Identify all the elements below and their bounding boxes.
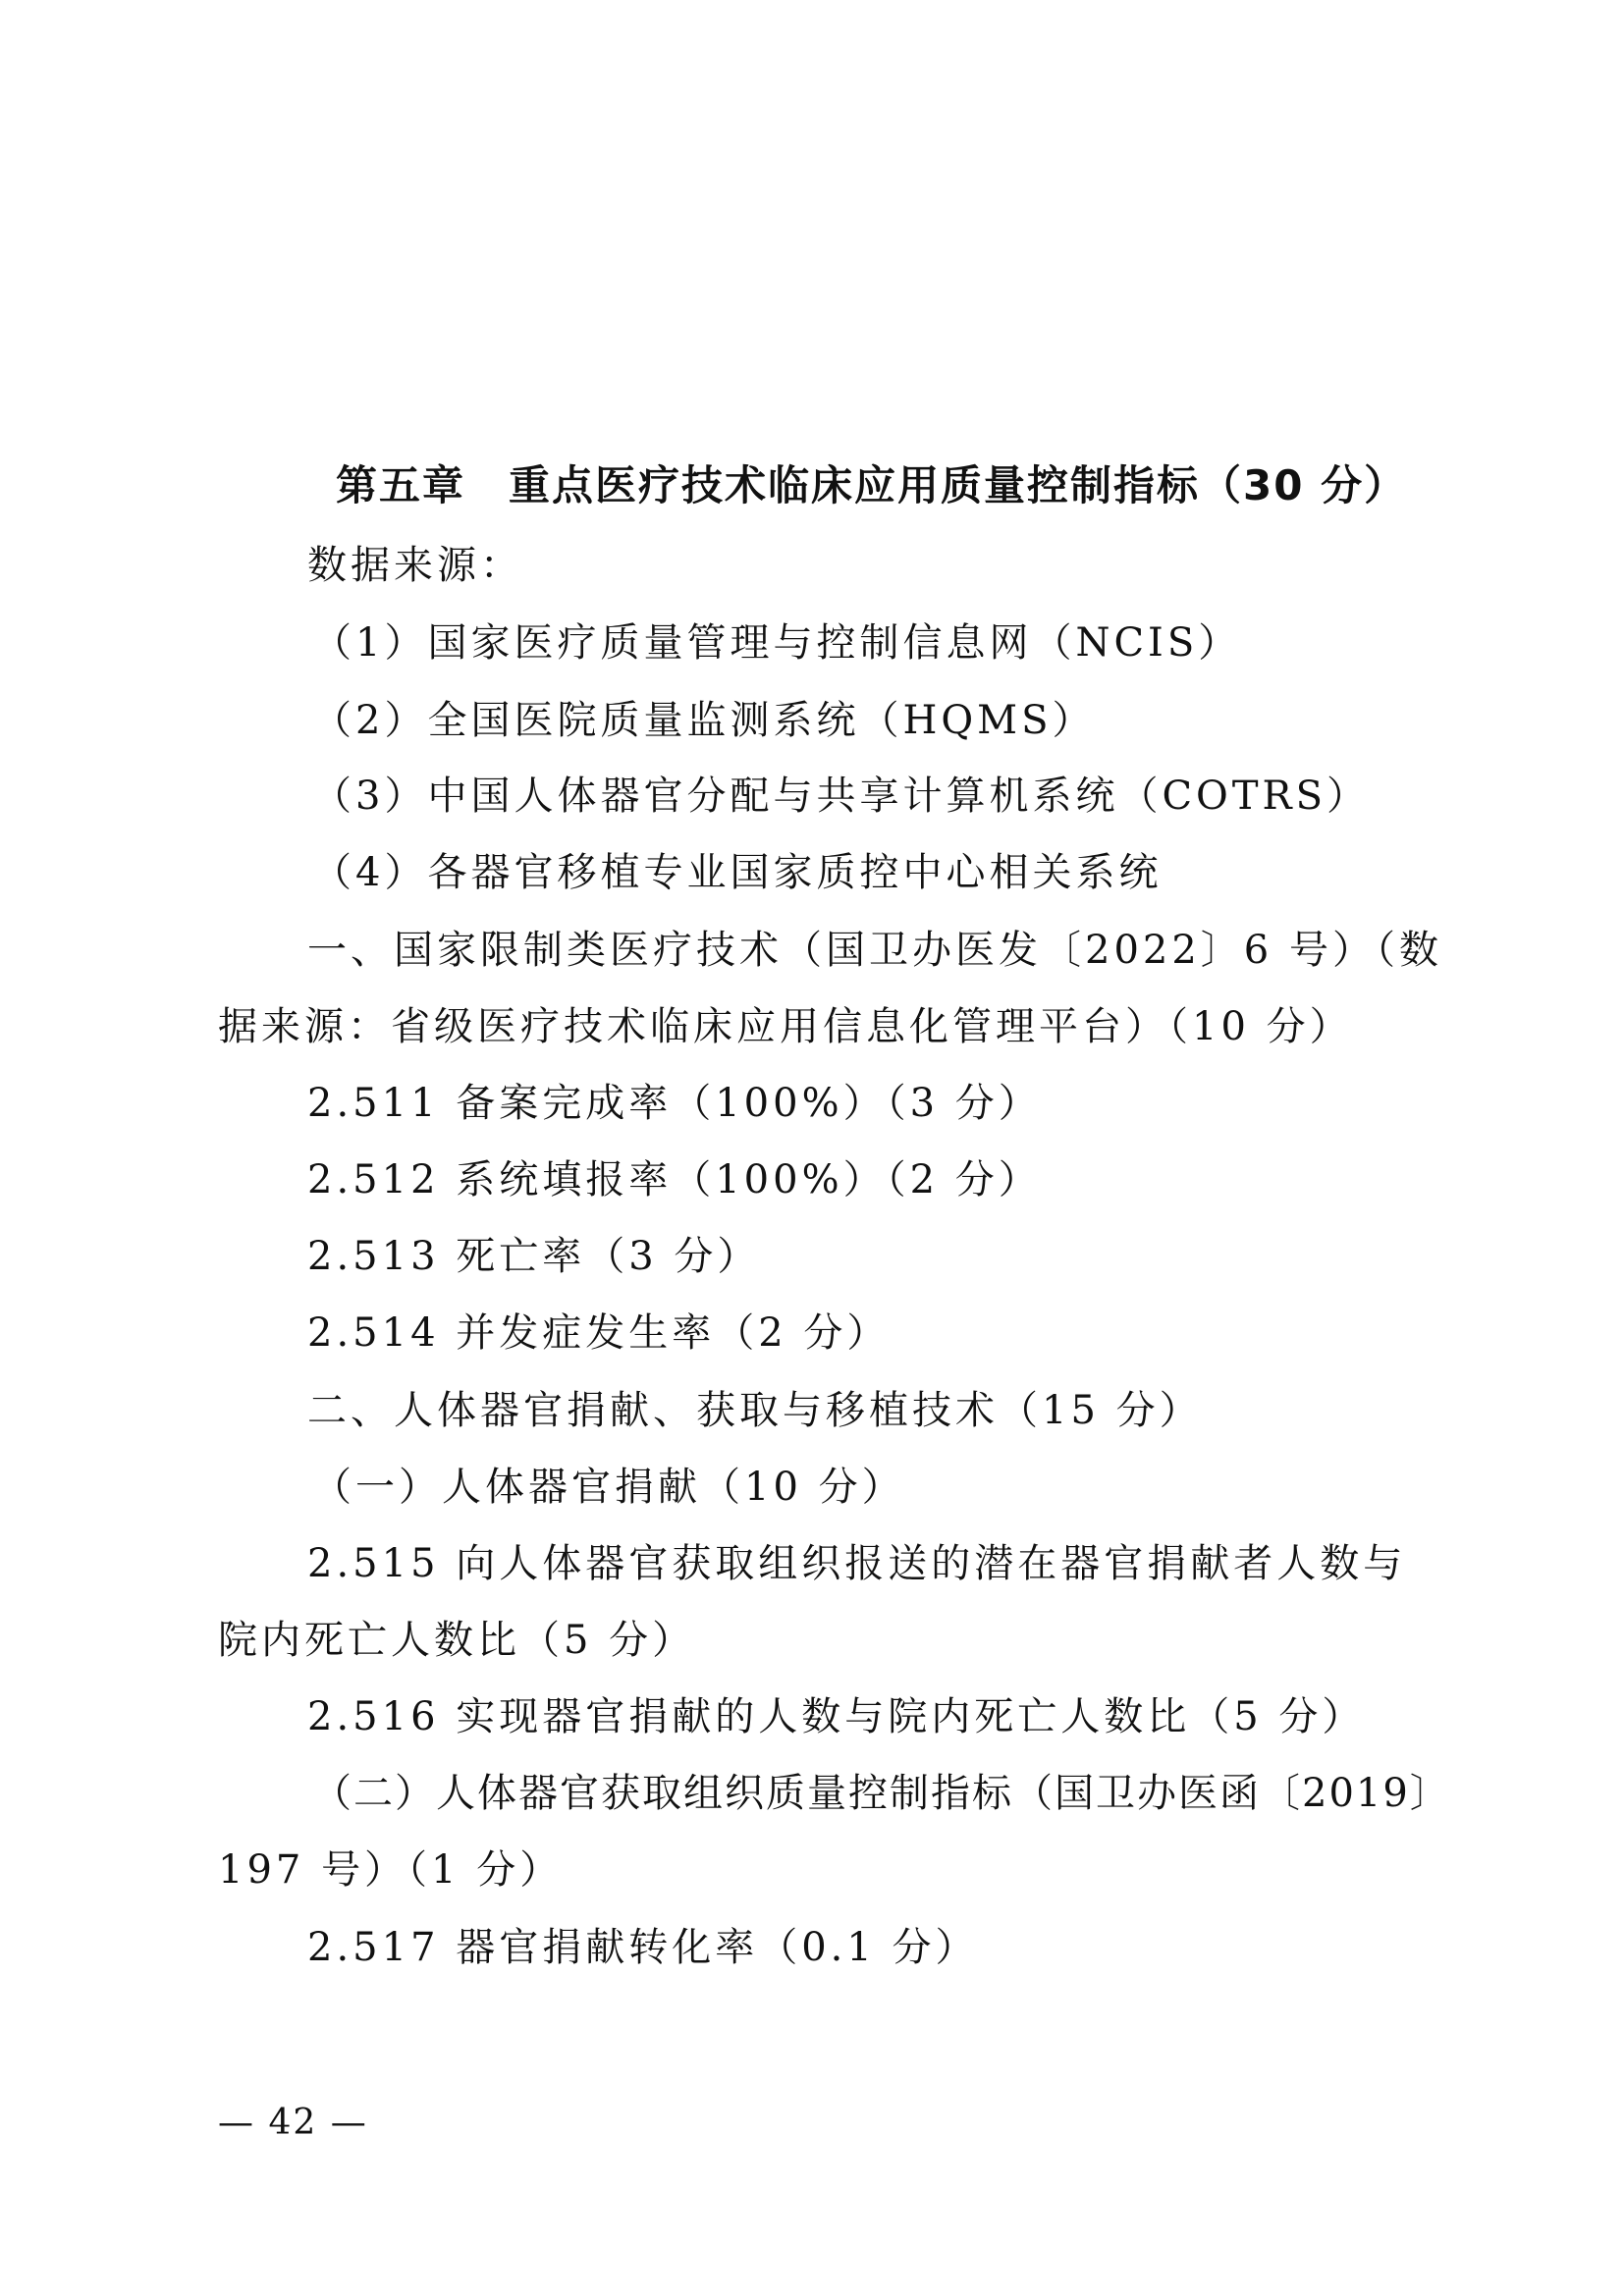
subsection-1-heading: （一）人体器官捐献（10 分） (312, 1465, 905, 1510)
indicator-item-2-511: 2.511 备案完成率（100%）（3 分） (307, 1081, 1042, 1126)
indicator-item-2-514: 2.514 并发症发生率（2 分） (307, 1310, 891, 1356)
page-number: — 42 — (218, 2103, 368, 2143)
data-source-item: （1）国家医疗质量管理与控制信息网（NCIS） (312, 620, 1242, 666)
indicator-item-2-513: 2.513 死亡率（3 分） (307, 1234, 761, 1279)
data-sources-heading: 数据来源： (307, 543, 523, 588)
section-2-heading: 二、人体器官捐献、获取与移植技术（15 分） (307, 1388, 1203, 1433)
section-1-heading-line-1: 一、国家限制类医疗技术（国卫办医发〔2022〕6 号）（数 (307, 928, 1442, 973)
data-source-item: （3）中国人体器官分配与共享计算机系统（COTRS） (312, 774, 1371, 819)
data-source-item: （2）全国医院质量监测系统（HQMS） (312, 698, 1096, 743)
subsection-2-heading-line-2: 197 号）（1 分） (218, 1847, 564, 1893)
indicator-item-2-512: 2.512 系统填报率（100%）（2 分） (307, 1157, 1042, 1202)
subsection-2-heading-line-1: （二）人体器官获取组织质量控制指标（国卫办医函〔2019〕 (312, 1771, 1451, 1816)
section-1-heading-line-2: 据来源：省级医疗技术临床应用信息化管理平台）（10 分） (218, 1004, 1353, 1049)
indicator-item-2-515-line-1: 2.515 向人体器官获取组织报送的潜在器官捐献者人数与 (307, 1541, 1407, 1586)
indicator-item-2-517: 2.517 器官捐献转化率（0.1 分） (307, 1925, 979, 1970)
indicator-item-2-515-line-2: 院内死亡人数比（5 分） (218, 1618, 696, 1663)
chapter-title: 第五章 重点医疗技术临床应用质量控制指标（30 分） (336, 461, 1408, 509)
data-source-item: （4）各器官移植专业国家质控中心相关系统 (312, 850, 1163, 895)
indicator-item-2-516: 2.516 实现器官捐献的人数与院内死亡人数比（5 分） (307, 1694, 1366, 1739)
